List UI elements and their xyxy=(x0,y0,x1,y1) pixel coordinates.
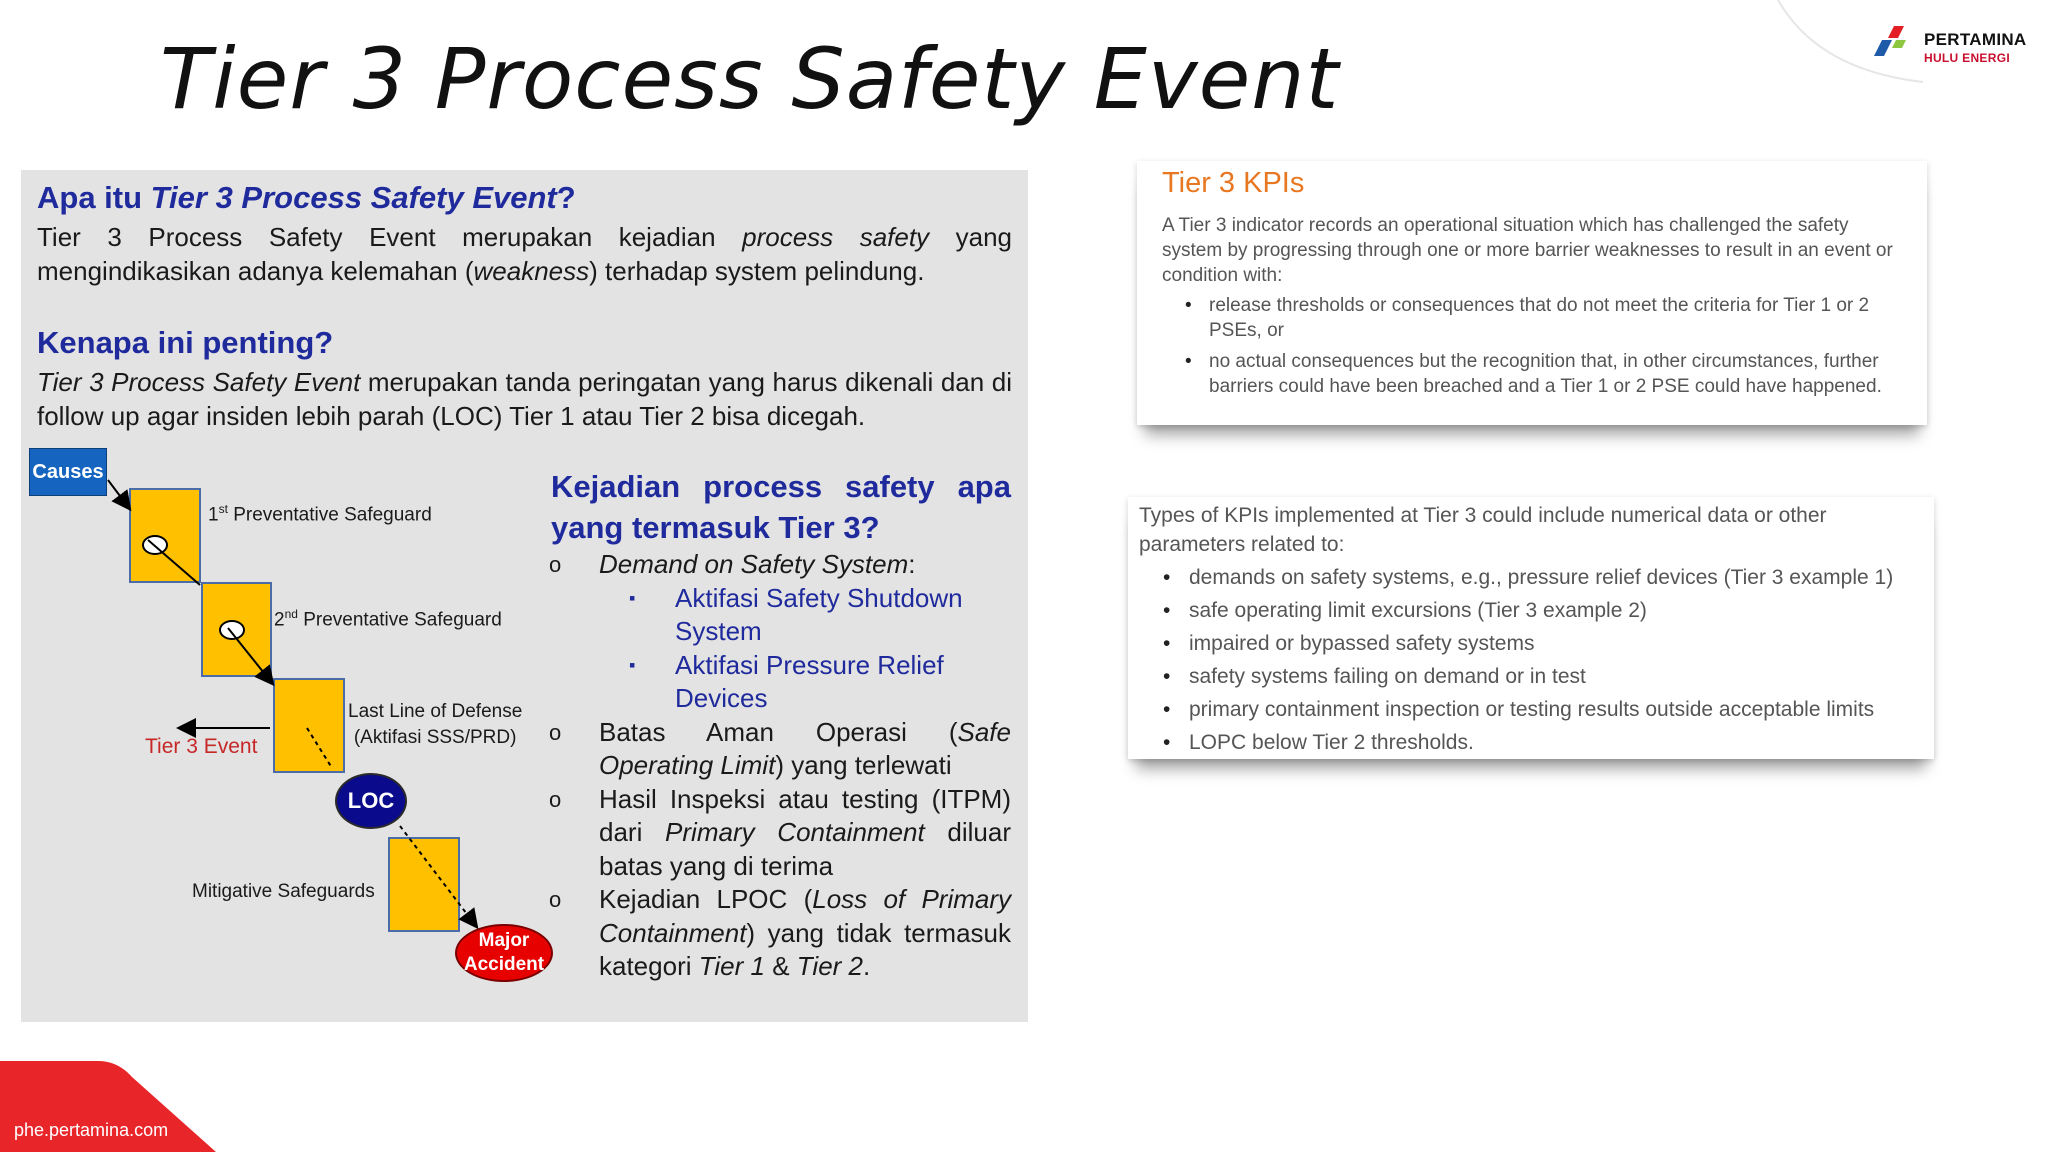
kpi-card-tier3 xyxy=(1137,161,1927,425)
list-item-demand-safety-system: o Demand on Safety System: xyxy=(599,548,1011,582)
hollow-bullet-icon: o xyxy=(549,552,562,577)
square-bullet-icon: ▪ xyxy=(629,654,636,675)
label-last-line-defense: Last Line of Defense (Aktifasi SSS/PRD) xyxy=(348,701,523,748)
label-tier3-event: Tier 3 Event xyxy=(145,735,258,758)
footer-url: phe.pertamina.com xyxy=(14,1120,169,1140)
label-1st-safeguard: 1st Preventative Safeguard xyxy=(208,502,432,526)
kpi-card-list xyxy=(1209,293,1899,405)
hollow-bullet-icon: o xyxy=(549,719,562,745)
logo-subtitle: HULU ENERGI xyxy=(1924,51,2010,65)
square-bullet-icon: ▪ xyxy=(629,587,636,608)
label-2nd-safeguard: 2nd Preventative Safeguard xyxy=(274,607,502,631)
list-item: • release thresholds or consequences that do not meet the criteria for Tier 1 or 2 PSEs, or xyxy=(1209,293,1899,343)
answer-what-is: Tier 3 Process Safety Event merupakan kejadian process safety yang mengindikasikan adanya kelemahan (weakness) terhadap system pelindung. xyxy=(37,222,1012,286)
kpi-types-intro: Types of KPIs implemented at Tier 3 could include numerical data or other parameters related to: xyxy=(1139,504,1827,556)
loc-circle: LOC xyxy=(335,773,407,829)
pertamina-logo xyxy=(1868,18,2048,78)
list-item: • primary containment inspection or testing results outside acceptable limits xyxy=(1189,693,1929,726)
kpi-card-title: Tier 3 KPIs xyxy=(1162,167,1305,199)
logo-brand: PERTAMINA xyxy=(1924,30,2027,49)
hollow-bullet-icon: o xyxy=(549,887,562,912)
list-item: • safety systems failing on demand or in test xyxy=(1189,660,1929,693)
hollow-bullet-icon: o xyxy=(549,786,562,812)
sub-item-pressure-relief: ▪ Aktifasi Pressure Relief Devices xyxy=(629,649,944,713)
label-mitigative-safeguards: Mitigative Safeguards xyxy=(192,881,375,902)
list-heading-line-2: yang termasuk Tier 3? xyxy=(551,510,880,545)
kpi-card-intro: A Tier 3 indicator records an operational situation which has challenged the safety system by progressing through one or more barrier weaknesses to result in an event or condition with: xyxy=(1162,215,1893,286)
kpi-types-list xyxy=(1189,561,1929,759)
answer-why-important: Tier 3 Process Safety Event merupakan tanda peringatan yang harus dikenali dan di follow up agar insiden lebih parah (LOC) Tier 1 atau Tier 2 bisa dicegah. xyxy=(37,367,1012,431)
kpi-types-card xyxy=(1128,497,1934,759)
list-item: • impaired or bypassed safety systems xyxy=(1189,627,1929,660)
list-heading-line-1: Kejadian process safety apa xyxy=(551,469,1011,504)
causes-box: Causes xyxy=(29,448,107,496)
question-why-important: Kenapa ini penting? xyxy=(37,325,334,360)
list-item: • demands on safety systems, e.g., pressure relief devices (Tier 3 example 1) xyxy=(1189,561,1929,594)
list-item: • no actual consequences but the recognition that, in other circumstances, further barriers could have been breached and a Tier 1 or 2 PSE could have happened. xyxy=(1209,349,1899,399)
list-item-safe-operating-limit: o Batas Aman Operasi (Safe Operating Limit) yang terlewati xyxy=(549,716,1011,780)
list-item-lpoc: o Kejadian LPOC (Loss of Primary Containment) yang tidak termasuk kategori Tier 1 & Tier 2. xyxy=(549,884,1011,981)
sub-item-safety-shutdown: ▪ Aktifasi Safety Shutdown System xyxy=(629,582,963,646)
slide-title: Tier 3 Process Safety Event xyxy=(160,30,1340,128)
list-item: • safe operating limit excursions (Tier 3 example 2) xyxy=(1189,594,1929,627)
list-item: • LOPC below Tier 2 thresholds. xyxy=(1189,726,1929,759)
major-accident-circle: Major Accident xyxy=(455,924,553,982)
list-item-itpm: o Hasil Inspeksi atau testing (ITPM) dari Primary Containment diluar batas yang di terima xyxy=(549,783,1011,881)
question-what-is: Apa itu Tier 3 Process Safety Event? xyxy=(37,180,576,215)
pertamina-logo-icon xyxy=(1868,18,1920,58)
tier3-event-list xyxy=(551,466,1011,984)
